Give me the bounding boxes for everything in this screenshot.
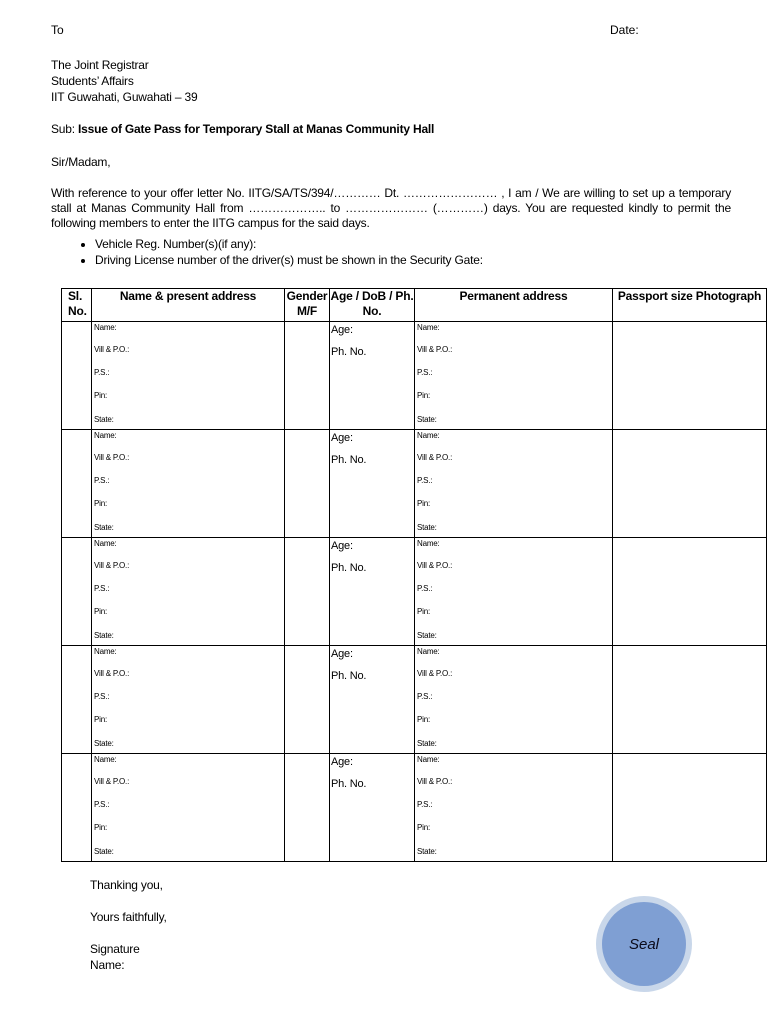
bullet-item: • Vehicle Reg. Number(s)(if any):	[95, 236, 483, 252]
field-label: Name:	[417, 539, 440, 548]
header-gender: Gender M/F	[285, 289, 330, 322]
permanent-address-cell[interactable]	[415, 646, 613, 754]
sl-no-cell[interactable]	[62, 754, 92, 862]
field-label: State:	[417, 631, 437, 640]
table-header-row	[62, 289, 767, 322]
field-label: State:	[94, 415, 114, 424]
field-label: State:	[417, 739, 437, 748]
signature-label: Signature	[90, 942, 140, 956]
permanent-address-cell[interactable]	[415, 538, 613, 646]
body-paragraph: With reference to your offer letter No. IITG/SA/TS/394/………… Dt. …………………… , I am / We are willing to set up a temporary stall at Manas Community Hall from ……………….. to ………………… (…………) days. You are requested kindly to permit the following members to enter the IITG campus for the said days.	[51, 186, 731, 230]
field-label: Vill & P.O.:	[417, 669, 453, 678]
to-label: To	[51, 23, 64, 37]
field-label: Pin:	[94, 499, 107, 508]
field-label: Pin:	[417, 391, 430, 400]
permanent-address-cell[interactable]	[415, 430, 613, 538]
bullet-list	[73, 236, 483, 268]
subject-prefix: Sub:	[51, 122, 79, 136]
field-label: Vill & P.O.:	[94, 345, 130, 354]
permanent-address-cell[interactable]	[415, 754, 613, 862]
header-sl-no: Sl. No.	[62, 289, 92, 322]
field-label: Pin:	[94, 715, 107, 724]
table-row	[62, 322, 767, 430]
phone-label: Ph. No.	[331, 454, 367, 466]
field-label: P.S.:	[94, 692, 110, 701]
phone-label: Ph. No.	[331, 346, 367, 358]
photograph-cell[interactable]	[613, 538, 767, 646]
field-label: Pin:	[94, 607, 107, 616]
age-phone-cell[interactable]	[330, 322, 415, 430]
sl-no-cell[interactable]	[62, 646, 92, 754]
field-label: P.S.:	[417, 584, 433, 593]
addressee-line: IIT Guwahati, Guwahati – 39	[51, 90, 198, 104]
field-label: P.S.:	[94, 800, 110, 809]
field-label: Vill & P.O.:	[94, 561, 130, 570]
thanking-text: Thanking you,	[90, 878, 163, 892]
age-label: Age:	[331, 432, 353, 444]
field-label: State:	[417, 415, 437, 424]
field-label: State:	[94, 631, 114, 640]
salutation: Sir/Madam,	[51, 155, 111, 169]
present-address-cell[interactable]	[92, 430, 285, 538]
table-row	[62, 754, 767, 862]
photograph-cell[interactable]	[613, 430, 767, 538]
subject-line	[51, 122, 434, 136]
field-label: Name:	[94, 323, 117, 332]
field-label: Vill & P.O.:	[417, 453, 453, 462]
present-address-cell[interactable]	[92, 646, 285, 754]
field-label: Name:	[417, 647, 440, 656]
age-phone-cell[interactable]	[330, 754, 415, 862]
phone-label: Ph. No.	[331, 778, 367, 790]
field-label: Name:	[417, 323, 440, 332]
field-label: Pin:	[94, 391, 107, 400]
field-label: Pin:	[417, 499, 430, 508]
header-permanent-address: Permanent address	[415, 289, 613, 322]
field-label: Pin:	[417, 607, 430, 616]
present-address-cell[interactable]	[92, 322, 285, 430]
field-label: Pin:	[94, 823, 107, 832]
field-label: State:	[94, 847, 114, 856]
age-phone-cell[interactable]	[330, 538, 415, 646]
field-label: State:	[94, 739, 114, 748]
seal-stamp	[596, 896, 692, 992]
yours-faithfully-text: Yours faithfully,	[90, 910, 167, 924]
subject-text: Issue of Gate Pass for Temporary Stall at Manas Community Hall	[78, 122, 435, 136]
gender-cell[interactable]	[285, 430, 330, 538]
field-label: P.S.:	[94, 584, 110, 593]
field-label: Name:	[94, 755, 117, 764]
field-label: Vill & P.O.:	[417, 561, 453, 570]
addressee-line: The Joint Registrar	[51, 58, 149, 72]
field-label: Pin:	[417, 823, 430, 832]
table-row	[62, 538, 767, 646]
age-label: Age:	[331, 756, 353, 768]
field-label: P.S.:	[417, 800, 433, 809]
field-label: P.S.:	[417, 692, 433, 701]
age-label: Age:	[331, 648, 353, 660]
phone-label: Ph. No.	[331, 670, 367, 682]
addressee-line: Students’ Affairs	[51, 74, 134, 88]
field-label: Name:	[94, 431, 117, 440]
gender-cell[interactable]	[285, 322, 330, 430]
field-label: Vill & P.O.:	[94, 453, 130, 462]
present-address-cell[interactable]	[92, 754, 285, 862]
gender-cell[interactable]	[285, 646, 330, 754]
field-label: Pin:	[417, 715, 430, 724]
field-label: P.S.:	[417, 368, 433, 377]
photograph-cell[interactable]	[613, 322, 767, 430]
field-label: State:	[417, 523, 437, 532]
closing-block	[90, 877, 167, 973]
header-photograph: Passport size Photograph	[613, 289, 767, 322]
field-label: Vill & P.O.:	[417, 777, 453, 786]
field-label: Name:	[417, 431, 440, 440]
bullet-item: • Driving License number of the driver(s) must be shown in the Security Gate:	[95, 252, 483, 268]
field-label: Name:	[94, 647, 117, 656]
permanent-address-cell[interactable]	[415, 322, 613, 430]
seal-label: Seal	[602, 902, 686, 986]
name-label: Name:	[90, 958, 125, 972]
photograph-cell[interactable]	[613, 754, 767, 862]
field-label: P.S.:	[94, 368, 110, 377]
field-label: Vill & P.O.:	[417, 345, 453, 354]
photograph-cell[interactable]	[613, 646, 767, 754]
table-row	[62, 646, 767, 754]
gender-cell[interactable]	[285, 754, 330, 862]
date-label: Date:	[610, 23, 639, 37]
field-label: State:	[94, 523, 114, 532]
age-label: Age:	[331, 324, 353, 336]
sl-no-cell[interactable]	[62, 322, 92, 430]
sl-no-cell[interactable]	[62, 538, 92, 646]
age-label: Age:	[331, 540, 353, 552]
header-name-address: Name & present address	[92, 289, 285, 322]
field-label: P.S.:	[94, 476, 110, 485]
field-label: Name:	[94, 539, 117, 548]
phone-label: Ph. No.	[331, 562, 367, 574]
field-label: State:	[417, 847, 437, 856]
gender-cell[interactable]	[285, 538, 330, 646]
addressee-block	[51, 57, 197, 105]
field-label: P.S.:	[417, 476, 433, 485]
table-row	[62, 430, 767, 538]
sl-no-cell[interactable]	[62, 430, 92, 538]
members-table	[61, 288, 767, 862]
field-label: Name:	[417, 755, 440, 764]
age-phone-cell[interactable]	[330, 430, 415, 538]
field-label: Vill & P.O.:	[94, 669, 130, 678]
present-address-cell[interactable]	[92, 538, 285, 646]
header-age-dob-phone: Age / DoB / Ph. No.	[330, 289, 415, 322]
age-phone-cell[interactable]	[330, 646, 415, 754]
field-label: Vill & P.O.:	[94, 777, 130, 786]
